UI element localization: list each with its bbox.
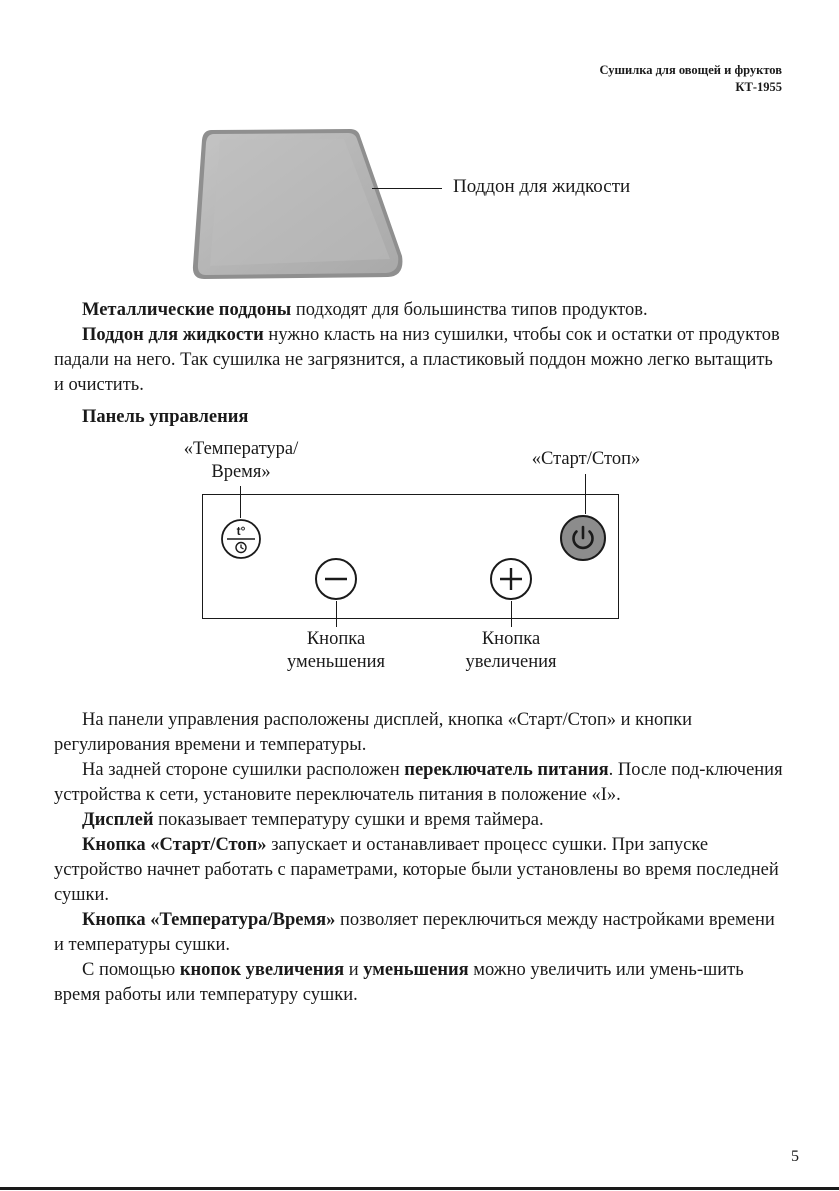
increase-label-line1: Кнопка: [481, 629, 541, 649]
temp-time-label-line1: «Температура/: [183, 439, 299, 459]
temp-time-callout-label: [160, 438, 322, 484]
start-stop-button: [559, 514, 607, 567]
liquid-tray-text: нужно класть на низ сушилки, чтобы сок и остатки от продуктов падали на него. Так сушилка не загрязнится, а пластиковый поддон можно легко вытащить и очистить.: [54, 325, 780, 395]
temp-time-button: [220, 518, 262, 565]
decrease-button: [314, 557, 358, 606]
paragraph-liquid-tray: [54, 323, 785, 398]
increase-button: [489, 557, 533, 606]
display-text: показывает температуру сушки и время таймера.: [153, 810, 544, 830]
tray-label: Поддон для жидкости: [453, 176, 631, 197]
paragraph-panel-overview: [54, 708, 785, 758]
decrease-term: уменьшения: [363, 960, 469, 980]
power-icon: [559, 514, 607, 562]
start-stop-text: запускает и останавливает процесс сушки. При запуске устройство начнет работать с параметрами, которые были установлены во время последней сушки.: [54, 835, 779, 905]
paragraph-increase-decrease: [54, 958, 785, 1008]
paragraph-start-stop: [54, 833, 785, 908]
panel-overview-text: На панели управления расположены дисплей, кнопка «Старт/Стоп» и кнопки регулирования времени и температуры.: [54, 710, 693, 755]
metal-trays-text: подходят для большинства типов продуктов.: [291, 300, 648, 320]
display-term: Дисплей: [82, 810, 154, 830]
tray-image: [190, 124, 420, 284]
increase-decrease-text-mid: и: [344, 960, 364, 980]
liquid-tray-illustration: [190, 124, 420, 284]
increase-term: кнопок увеличения: [179, 960, 345, 980]
temp-symbol-text: t°: [236, 524, 246, 538]
temp-time-term: Кнопка «Температура/Время»: [82, 910, 336, 930]
increase-decrease-text-start: С помощью: [82, 960, 180, 980]
temp-time-label-line2: Время»: [211, 462, 271, 482]
start-stop-term: Кнопка «Старт/Стоп»: [82, 835, 267, 855]
control-panel-diagram: [202, 494, 619, 619]
page-number: 5: [791, 1148, 799, 1165]
decrease-label-line1: Кнопка: [306, 629, 366, 649]
paragraph-power-switch: [54, 758, 785, 808]
metal-trays-term: Металлические поддоны: [82, 300, 292, 320]
footer-rule: [0, 1187, 839, 1190]
decrease-callout-label: [256, 628, 416, 674]
minus-icon: [314, 557, 358, 601]
paragraph-metal-trays: [54, 298, 785, 323]
decrease-callout-line: [336, 601, 337, 627]
section-title-control-panel: Панель управления: [82, 407, 249, 427]
decrease-label-line2: уменьшения: [286, 652, 386, 672]
plus-icon: [489, 557, 533, 601]
power-switch-text-end: . После под-ключения устройства к сети, установите переключатель питания в положение «I».: [54, 760, 783, 805]
thermometer-clock-icon: [220, 518, 262, 560]
header-product-name: Сушилка для овощей и фруктов: [599, 63, 782, 77]
power-switch-text-start: На задней стороне сушилки расположен: [82, 760, 405, 780]
paragraph-temp-time: [54, 908, 785, 958]
paragraph-display: [54, 808, 785, 833]
liquid-tray-term: Поддон для жидкости: [82, 325, 264, 345]
temp-time-text: позволяет переключиться между настройками времени и температуры сушки.: [54, 910, 775, 955]
tray-callout-line: [372, 188, 442, 189]
start-stop-callout-label: «Старт/Стоп»: [531, 449, 641, 469]
document-header: [599, 62, 782, 96]
header-model: КТ-1955: [735, 80, 782, 94]
increase-label-line2: увеличения: [465, 652, 557, 672]
increase-callout-line: [511, 601, 512, 627]
increase-decrease-text-end: можно увеличить или умень-шить время работы или температуру сушки.: [54, 960, 744, 1005]
power-switch-term: переключатель питания: [404, 760, 609, 780]
increase-callout-label: [431, 628, 591, 674]
